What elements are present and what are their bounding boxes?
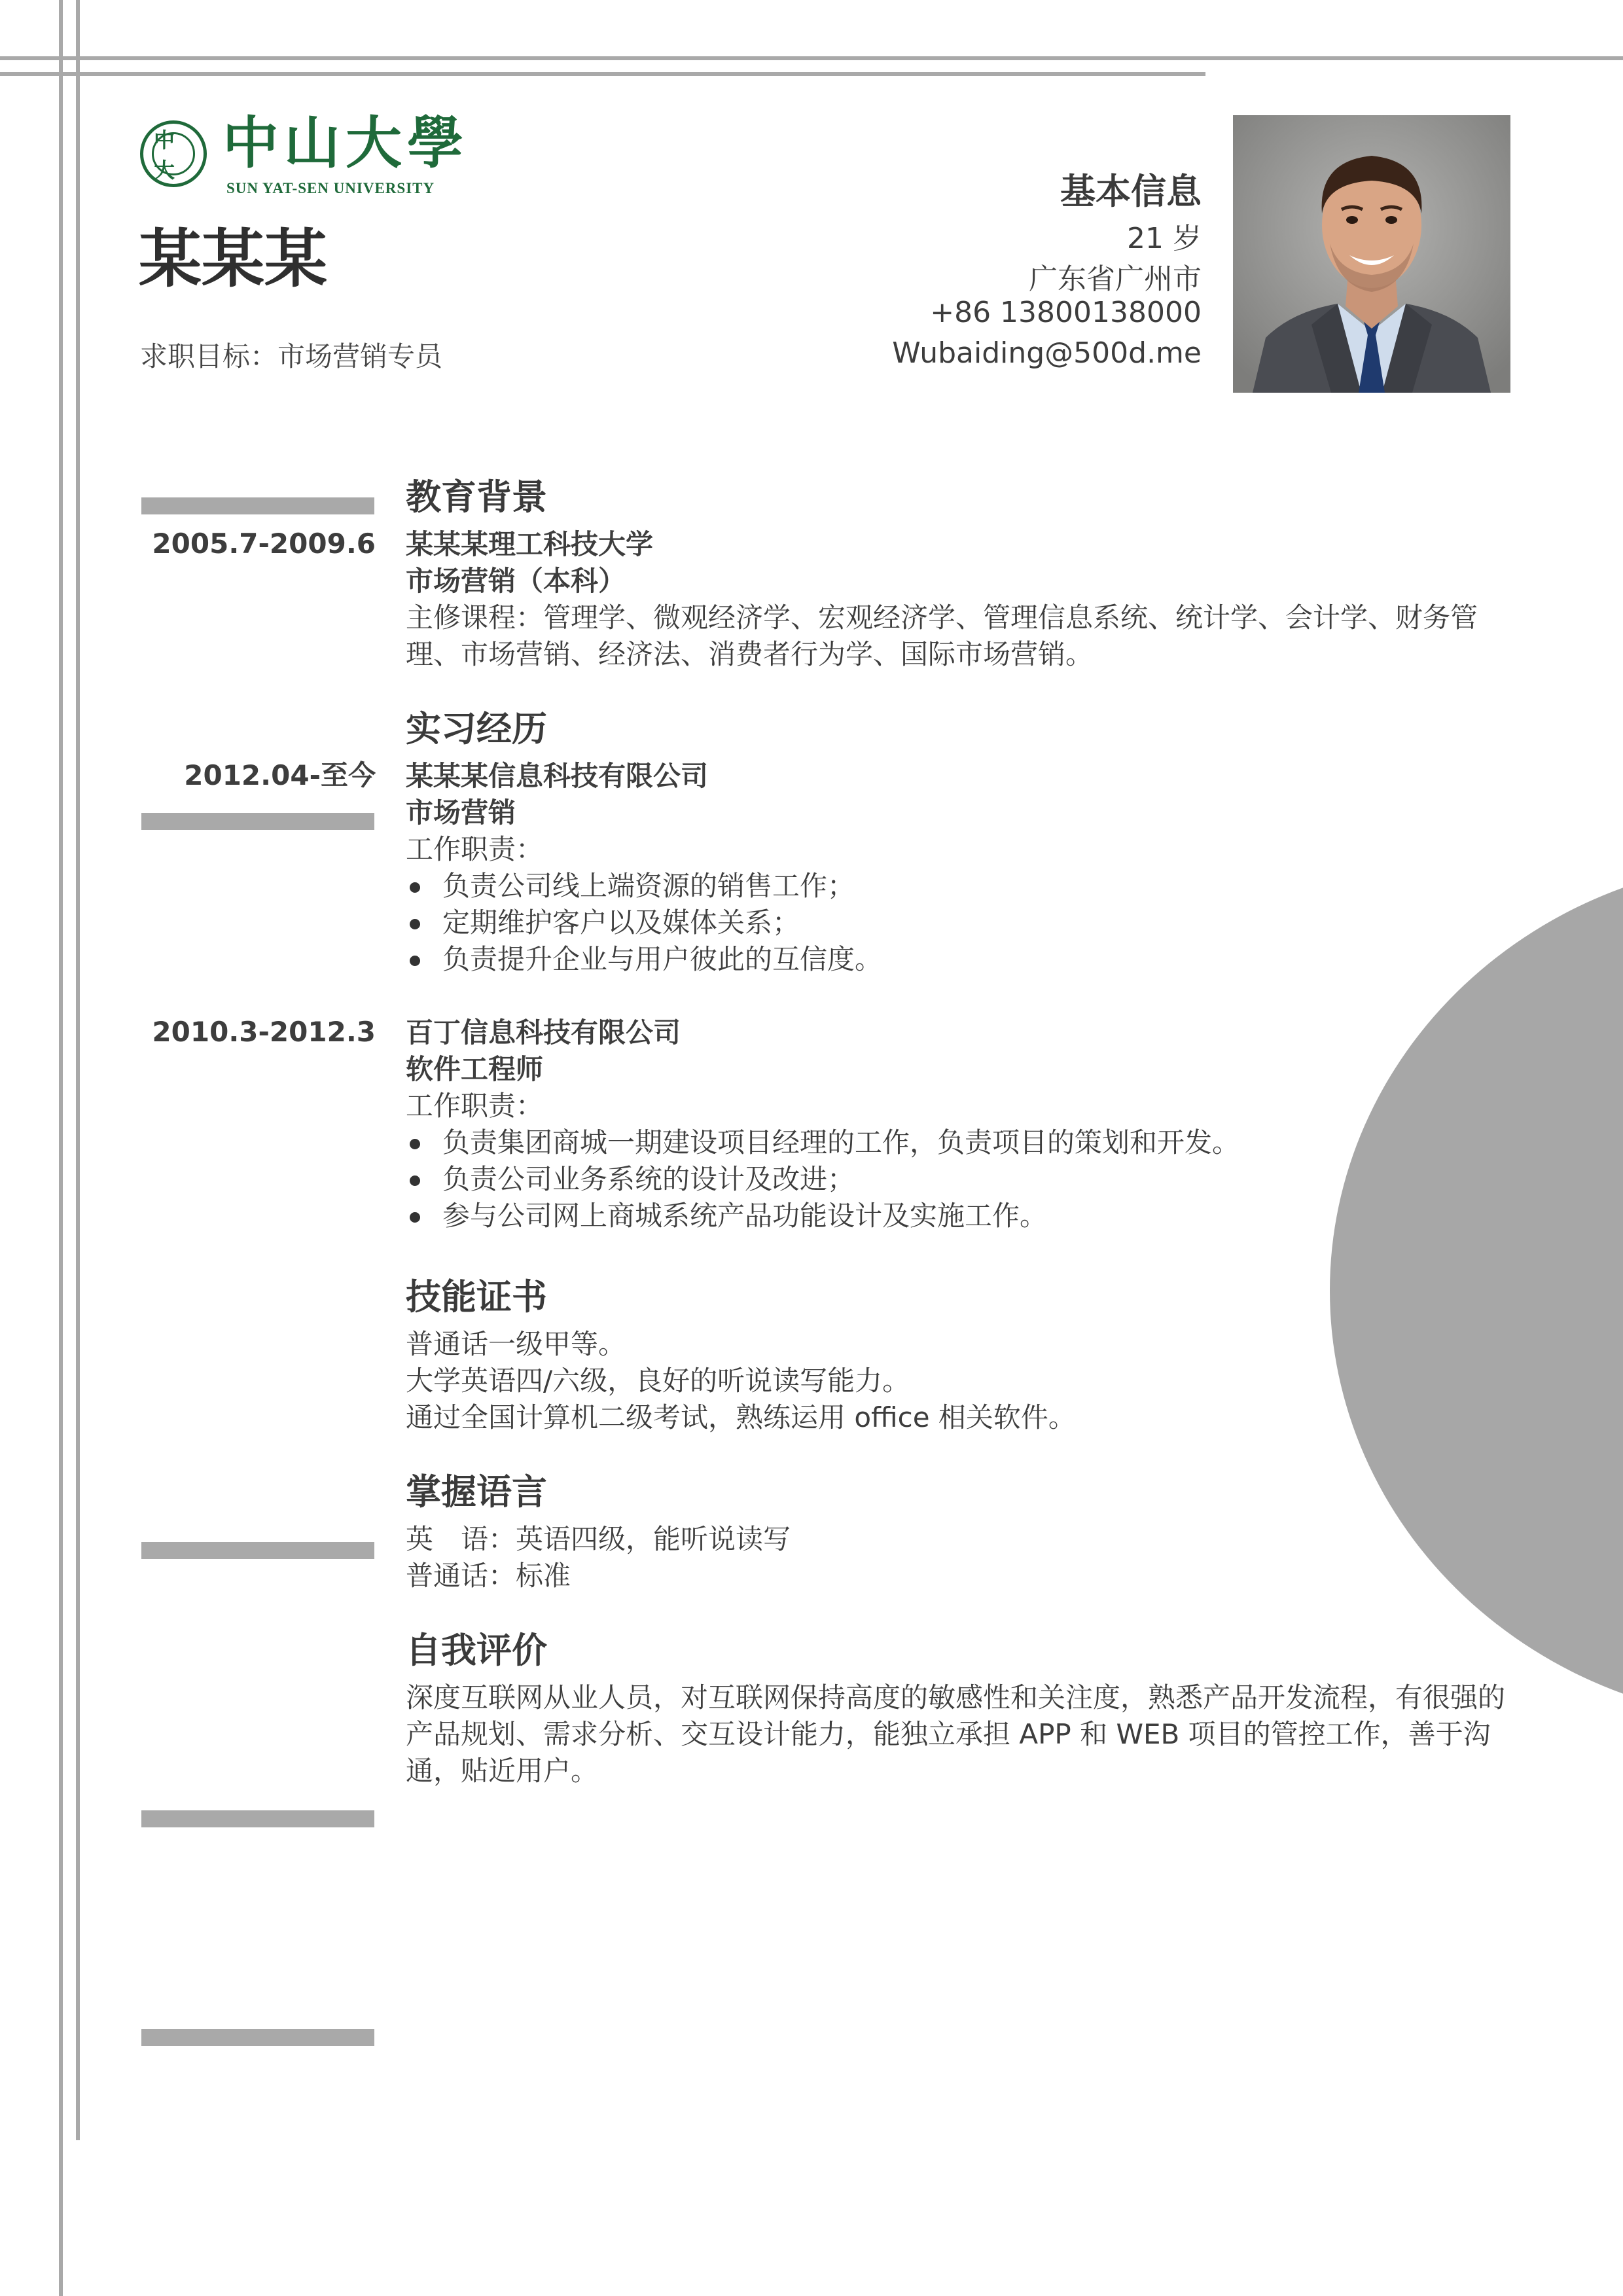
skill-line: 大学英语四/六级，良好的听说读写能力。 [406,1365,910,1397]
language-line: 英 语：英语四级，能听说读写 [406,1523,791,1555]
company-name: 某某某信息科技有限公司 [406,760,709,792]
courses-line: 理、市场营销、经济法、消费者行为学、国际市场营销。 [406,638,1094,670]
basic-info-title: 基本信息 [1060,171,1202,212]
objective-label: 求职目标： [140,340,278,372]
info-location: 广东省广州市 [1029,262,1202,296]
info-email[interactable]: Wubaiding@500d.me [892,336,1202,370]
seal-text: 中大 [152,132,195,175]
self-eval-line: 产品规划、需求分析、交互设计能力，能独立承担 APP 和 WEB 项目的管控工作，善于沟 [406,1718,1491,1750]
duty-list [406,868,882,978]
section-tab-bar [141,1542,374,1559]
list-item: 负责集团商城一期建设项目经理的工作，负责项目的策划和开发。 [406,1124,1240,1161]
skill-line: 普通话一级甲等。 [406,1328,626,1360]
job-date: 2012.04-至今 [184,759,376,791]
frame-line-left-inner [76,0,80,2140]
portrait-illustration [1233,115,1510,393]
objective-value: 市场营销专员 [277,340,443,372]
list-item: 定期维护客户以及媒体关系； [406,905,882,941]
job-date: 2010.3-2012.3 [152,1016,376,1048]
job-entry [406,1014,1240,1234]
section-tab-bar [141,497,374,514]
skills-title: 技能证书 [406,1276,547,1318]
section-tab-bar [141,2029,374,2046]
job-role: 市场营销 [406,797,516,829]
profile-photo [1233,115,1510,393]
self-eval-line: 深度互联网从业人员，对互联网保持高度的敏感性和关注度，熟悉产品开发流程，有很强的 [406,1681,1506,1713]
decorative-half-circle [1330,859,1623,1723]
university-seal-icon [140,120,207,187]
languages-list [406,1521,791,1594]
languages-title: 掌握语言 [406,1471,547,1513]
section-tab-bar [141,1810,374,1827]
job-entry [406,758,882,978]
info-age: 21 岁 [1127,222,1202,255]
education-date: 2005.7-2009.6 [152,528,376,560]
duty-label: 工作职责： [406,833,544,865]
duty-list [406,1124,1240,1234]
frame-line-left-outer [59,0,63,2296]
list-item: 负责公司业务系统的设计及改进； [406,1161,1240,1198]
skills-list [406,1326,1076,1436]
frame-line-top-long [0,56,1623,60]
list-item: 负责提升企业与用户彼此的互信度。 [406,941,882,978]
courses-line: 主修课程：管理学、微观经济学、宏观经济学、管理信息系统、统计学、会计学、财务管 [406,601,1478,634]
language-line: 普通话：标准 [406,1560,571,1592]
skill-line: 通过全国计算机二级考试，熟练运用 office 相关软件。 [406,1401,1076,1433]
self-eval-line: 通，贴近用户。 [406,1755,599,1787]
school-name: 某某某理工科技大学 [406,528,654,560]
self-eval-text [406,1679,1505,1789]
section-tab-bar [141,813,374,830]
job-role: 软件工程师 [406,1053,544,1085]
major: 市场营销（本科） [406,565,626,597]
frame-line-top-short [0,72,1205,76]
duty-label: 工作职责： [406,1090,544,1122]
job-objective [140,335,442,374]
university-logo-english: SUN YAT-SEN UNIVERSITY [226,180,435,196]
list-item: 参与公司网上商城系统产品功能设计及实施工作。 [406,1198,1240,1234]
education-details [406,526,1478,673]
candidate-name: 某某某 [139,223,327,296]
company-name: 百丁信息科技有限公司 [406,1016,681,1049]
internship-title: 实习经历 [406,708,547,749]
info-phone: +86 13800138000 [930,296,1202,329]
university-logo-text: 中山大學 [223,110,469,176]
self-eval-title: 自我评价 [406,1630,547,1671]
list-item: 负责公司线上端资源的销售工作； [406,868,882,905]
education-title: 教育背景 [406,476,547,518]
